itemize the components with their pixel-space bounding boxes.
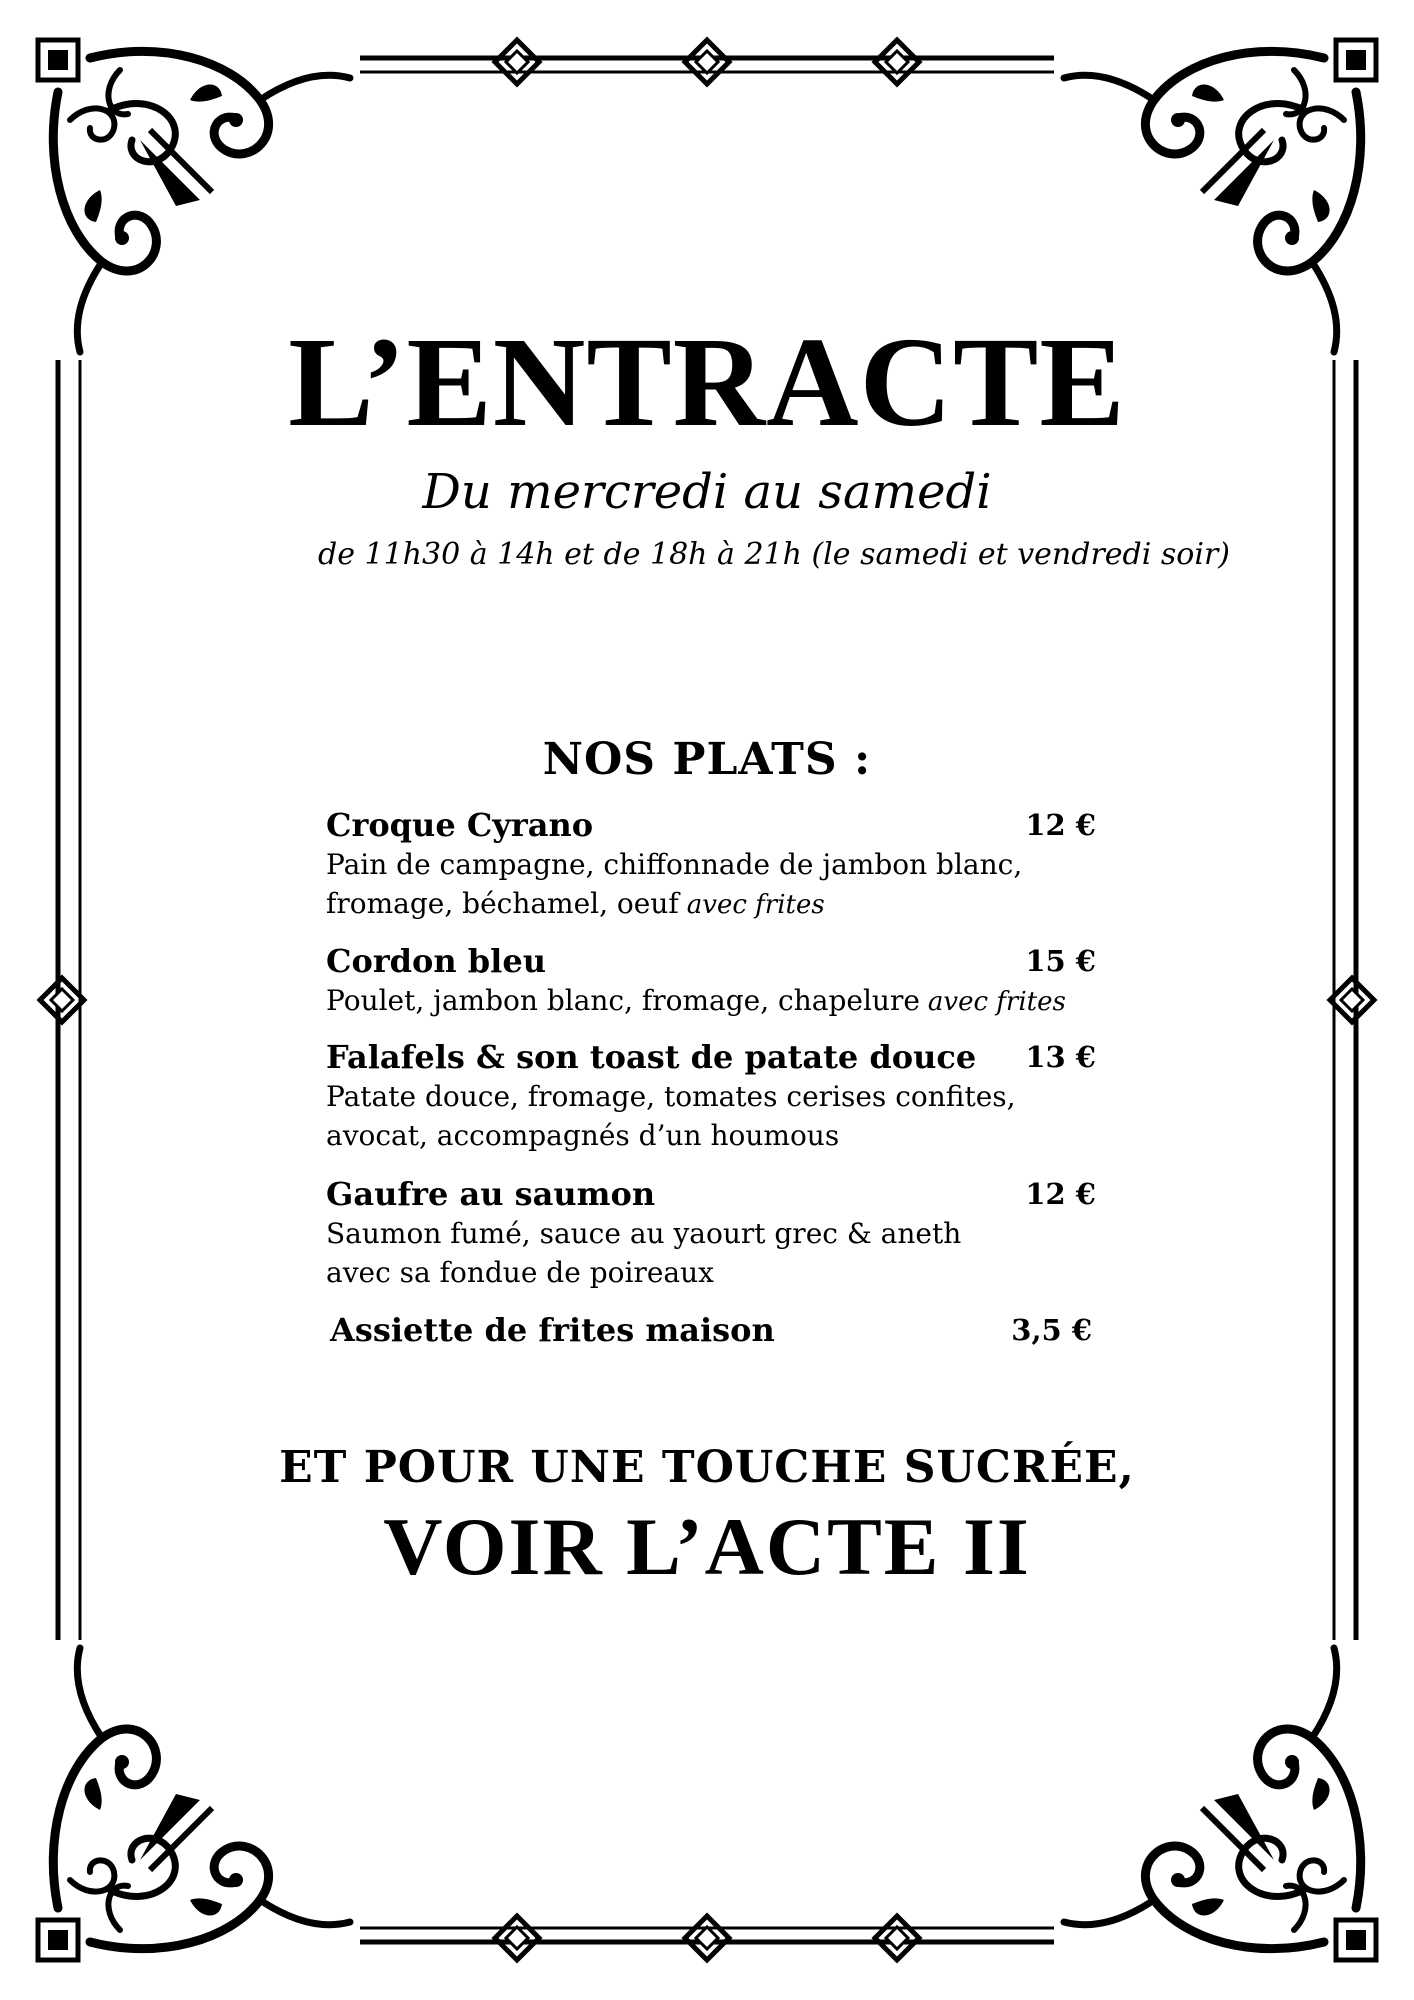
menu-item: [326, 941, 1096, 1022]
dish-description: [326, 1214, 1046, 1292]
dessert-teaser: ET POUR UNE TOUCHE SUCRÉE,: [279, 1442, 1135, 1493]
dish-price: 12 €: [1025, 1177, 1096, 1211]
dish-price: 3,5 €: [1011, 1313, 1092, 1347]
menu-item: [330, 1310, 1092, 1350]
dish-price: 12 €: [1025, 808, 1096, 842]
menu-item: [326, 1174, 1096, 1292]
dish-name: Croque Cyrano: [326, 806, 594, 844]
dish-price: 13 €: [1025, 1040, 1096, 1074]
dish-description: [326, 981, 1126, 1022]
dish-description-line: Saumon fumé, sauce au yaourt grec & aneth: [326, 1217, 962, 1250]
section-title: NOS PLATS :: [542, 734, 872, 785]
restaurant-title: L’ENTRACTE: [288, 311, 1126, 453]
dish-name: Gaufre au saumon: [326, 1175, 656, 1213]
menu-item: [326, 805, 1096, 925]
dish-name: Cordon bleu: [326, 942, 546, 980]
dish-description-line: fromage, béchamel, oeuf: [326, 887, 679, 920]
dessert-callout: VOIR L’ACTE II: [383, 1501, 1031, 1592]
dish-description: [326, 845, 1046, 925]
dish-description: [326, 1077, 1046, 1155]
dish-name: Assiette de frites maison: [330, 1311, 775, 1349]
dish-description-line: Poulet, jambon blanc, fromage, chapelure: [326, 984, 920, 1017]
opening-days: Du mercredi au samedi: [422, 464, 992, 520]
opening-hours: de 11h30 à 14h et de 18h à 21h (le samedi et vendredi soir): [318, 537, 1230, 572]
dish-description-line: Patate douce, fromage, tomates cerises confites,: [326, 1080, 1016, 1113]
dish-description-line: avec sa fondue de poireaux: [326, 1256, 714, 1289]
side-note: avec frites: [686, 890, 825, 920]
dish-description-line: avocat, accompagnés d’un houmous: [326, 1119, 840, 1152]
side-note: avec frites: [927, 987, 1066, 1017]
menu-item: [326, 1037, 1096, 1155]
dish-price: 15 €: [1025, 944, 1096, 978]
dish-name: Falafels & son toast de patate douce: [326, 1038, 977, 1076]
dish-description-line: Pain de campagne, chiffonnade de jambon blanc,: [326, 848, 1023, 881]
